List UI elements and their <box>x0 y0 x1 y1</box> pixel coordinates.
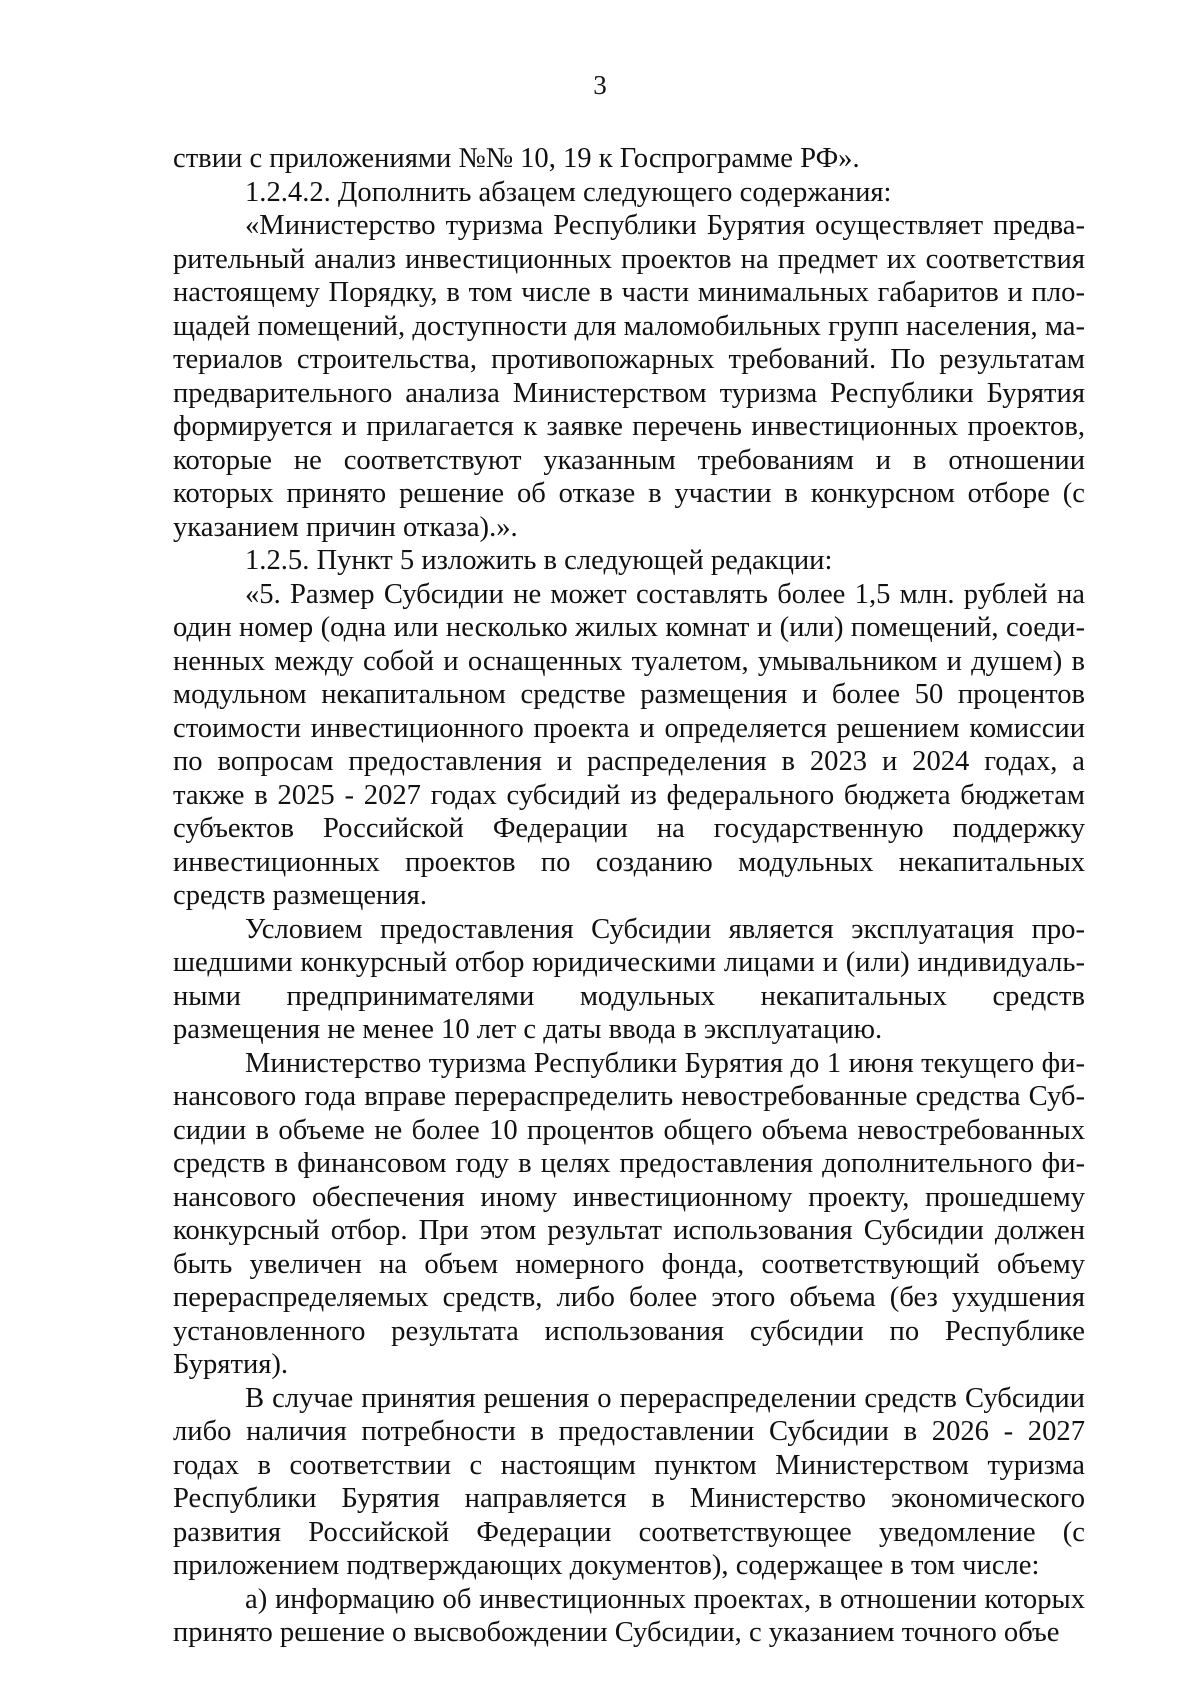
paragraph-quoted-addition: «Министерство туризма Республики Бурятия осуществляет предварительный анализ инвестиционных проектов на предмет их соответствия настоящему Порядку, в том числе в части минимальных габаритов и площадей помещений, доступности для маломобильных групп населения, материалов строительства, противопожарных требований. По результатам предварительного анализа Министерством туризма Республики Бурятия формируется и прилагается к заявке перечень инвестиционных проектов, которые не соответствуют указанным требованиям и в отношении которых принято решение об отказе в участии в конкурсном отборе (с указанием причин отказа).». <box>173 210 1085 543</box>
paragraph-point-5: «5. Размер Субсидии не может составлять более 1,5 млн. рублей на один номер (одна или несколько жилых комнат и (или) помещений, соединенных между собой и оснащенных туалетом, умывальником и душем) в модульном некапитальном средстве размещения и более 50 процентов стоимости инвестиционного проекта и определяется решением комиссии по вопросам предоставления и распределения в 2023 и 2024 годах, а также в 2025 - 2027 годах субсидий из федерального бюджета бюджетам субъектов Российской Федерации на государственную поддержку инвестиционных проектов по созданию модульных некапитальных средств размещения. <box>173 578 1085 911</box>
page-number: 3 <box>593 70 607 100</box>
paragraph-redistribution: Министерство туризма Республики Бурятия до 1 июня текущего финансового года вправе перераспределить невостребованные средства Субсидии в объеме не более 10 процентов общего объема невостребованных средств в финансовом году в целях предоставления дополнительного финансового обеспечения иному инвестиционному проекту, прошедшему конкурсный отбор. При этом результат использования Субсидии должен быть увеличен на объем номерного фонда, соответствующий объему перераспределяемых средств, либо более этого объема (без ухудшения установленного результата использования субсидии по Республике Бурятия). <box>173 1047 1085 1380</box>
paragraph-notification: В случае принятия решения о перераспределении средств Субсидии либо наличия потребности в предоставлении Субсидии в 2026 - 2027 годах в соответствии с настоящим пунктом Министерством туризма Республики Бурятия направляется в Министерство экономического развития Российской Федерации соответствующее уведомление (с приложением подтверждающих документов), содержащее в том числе: <box>173 1382 1085 1581</box>
paragraph-continuation: ствии с приложениями №№ 10, 19 к Госпрограмме РФ». <box>173 143 860 174</box>
paragraph-item-1-2-5: 1.2.5. Пункт 5 изложить в следующей редакции: <box>245 545 833 576</box>
paragraph-item-1-2-4-2: 1.2.4.2. Дополнить абзацем следующего содержания: <box>245 176 892 208</box>
paragraph-subitem-a: а) информацию об инвестиционных проектах, в отношении которых принято решение о высвобождении Субсидии, с указанием точного объе <box>173 1583 1085 1648</box>
document-body <box>173 142 1085 1650</box>
paragraph-subsidy-condition: Условием предоставления Субсидии является эксплуатация прошедшими конкурсный отбор юридическими лицами и (или) индивидуальными предпринимателями модульных некапитальных средств размещения не менее 10 лет с даты ввода в эксплуатацию. <box>173 913 1085 1045</box>
